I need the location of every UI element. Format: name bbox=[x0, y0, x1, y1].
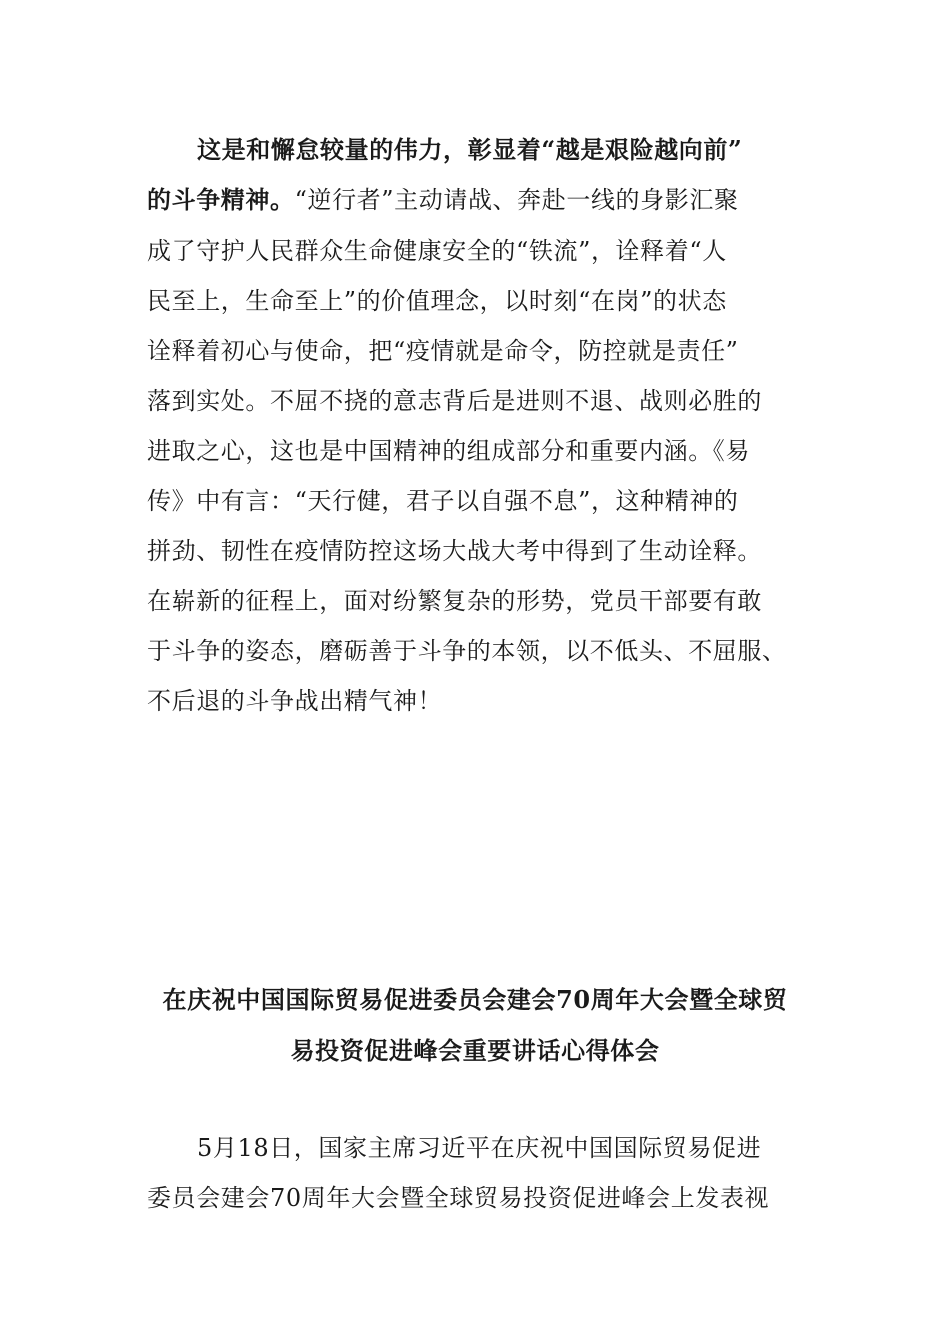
body-text: 于斗争的姿态，磨砺善于斗争的本领，以不低头、不屈服、 bbox=[147, 637, 787, 665]
body-text: 成了守护人民群众生命健康安全的“铁流”，诠释着“人 bbox=[147, 237, 727, 265]
paragraph-line bbox=[147, 686, 442, 716]
paragraph-line bbox=[197, 135, 742, 165]
paragraph-line bbox=[147, 286, 727, 316]
bold-text: 的斗争精神。 bbox=[147, 185, 295, 214]
bold-text: 这是和懈怠较量的伟力，彰显着“越是艰险越向前” bbox=[197, 135, 743, 164]
body-text: 落到实处。不屈不挠的意志背后是进则不退、战则必胜的 bbox=[147, 387, 762, 415]
paragraph-line: 委员会建会70周年大会暨全球贸易投资促进峰会上发表视 bbox=[147, 1184, 770, 1212]
paragraph-line bbox=[147, 636, 787, 666]
paragraph-line bbox=[147, 586, 762, 616]
title-line: 在庆祝中国国际贸易促进委员会建会70周年大会暨全球贸 bbox=[162, 985, 788, 1014]
paragraph-line bbox=[147, 486, 739, 516]
body-text: 民至上，生命至上”的价值理念，以时刻“在岗”的状态 bbox=[147, 287, 727, 315]
body-text: “逆行者”主动请战、奔赴一线的身影汇聚 bbox=[294, 186, 739, 214]
paragraph-line bbox=[147, 236, 727, 266]
body-text: 在崭新的征程上，面对纷繁复杂的形势，党员干部要有敢 bbox=[147, 587, 762, 615]
paragraph-line: 5月18日，国家主席习近平在庆祝中国国际贸易促进 bbox=[197, 1134, 762, 1162]
paragraph-line bbox=[147, 336, 739, 366]
body-text: 传》中有言：“天行健，君子以自强不息”，这种精神的 bbox=[147, 487, 739, 515]
paragraph-line bbox=[147, 386, 762, 416]
body-text: 拼劲、韧性在疫情防控这场大战大考中得到了生动诠释。 bbox=[147, 537, 762, 565]
body-text: 诠释着初心与使命，把“疫情就是命令，防控就是责任” bbox=[147, 337, 739, 365]
body-text: 不后退的斗争战出精气神！ bbox=[147, 687, 443, 715]
paragraph-line bbox=[147, 536, 762, 566]
body-text: 进取之心，这也是中国精神的组成部分和重要内涵。《易 bbox=[147, 437, 750, 465]
paragraph-line bbox=[147, 436, 750, 466]
title-line: 易投资促进峰会重要讲话心得体会 bbox=[290, 1036, 660, 1065]
paragraph-line bbox=[147, 185, 739, 215]
